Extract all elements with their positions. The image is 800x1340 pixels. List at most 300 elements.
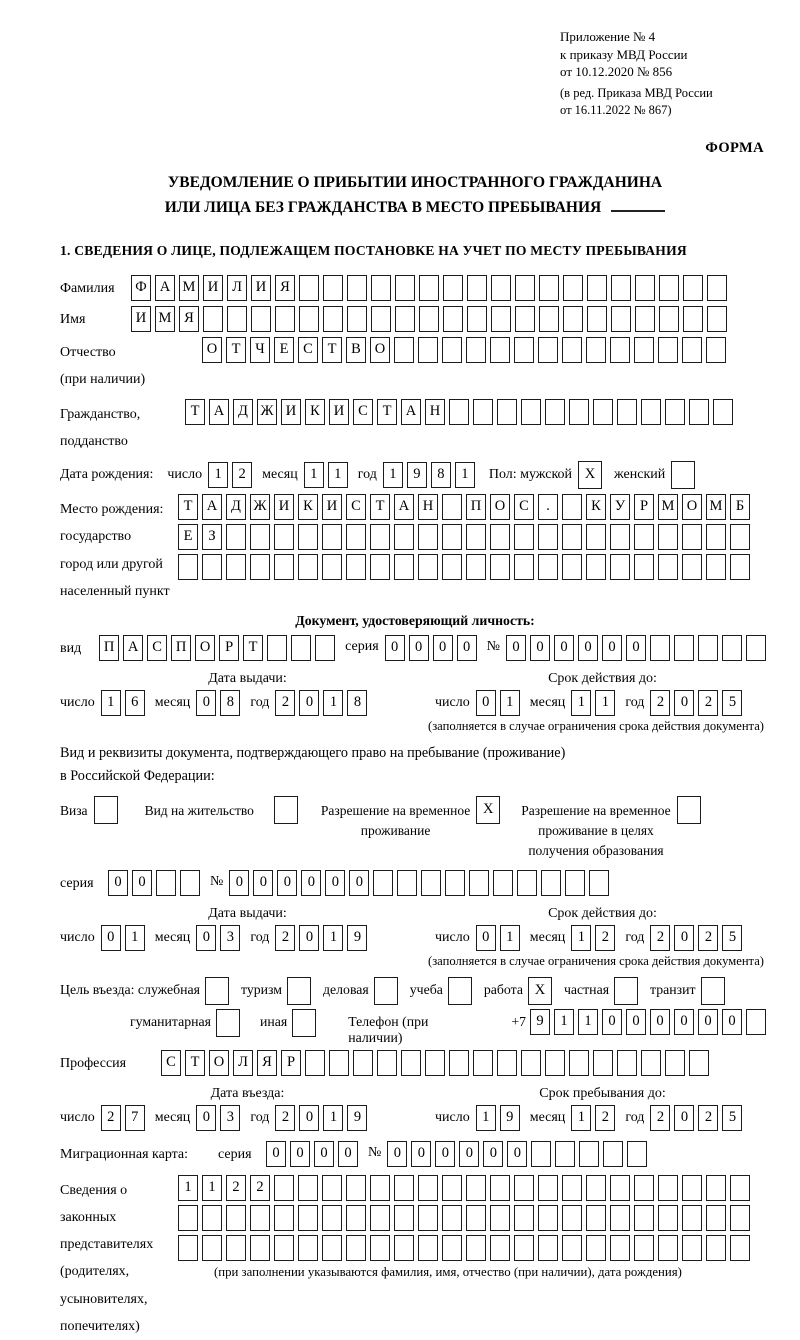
char-cell[interactable]: Ж	[257, 399, 277, 425]
char-cell[interactable]: 2	[650, 690, 670, 716]
char-cell[interactable]	[593, 1050, 613, 1076]
char-cell[interactable]	[442, 1175, 462, 1201]
char-cell[interactable]: И	[281, 399, 301, 425]
char-cell[interactable]: К	[298, 494, 318, 520]
char-cell[interactable]	[346, 1205, 366, 1231]
char-cell[interactable]	[689, 1050, 709, 1076]
char-cell[interactable]	[467, 275, 487, 301]
char-cell[interactable]	[611, 275, 631, 301]
char-cell[interactable]	[683, 306, 703, 332]
char-cell[interactable]	[521, 399, 541, 425]
char-cell[interactable]	[298, 1175, 318, 1201]
char-cell[interactable]	[514, 1175, 534, 1201]
char-cell[interactable]: 0	[433, 635, 453, 661]
char-cell[interactable]	[322, 1235, 342, 1261]
char-cell[interactable]	[305, 1050, 325, 1076]
char-cell[interactable]: 1	[202, 1175, 222, 1201]
char-cell[interactable]: 0	[338, 1141, 358, 1167]
char-cell[interactable]	[514, 337, 534, 363]
char-cell[interactable]	[493, 870, 513, 896]
char-cell[interactable]: И	[329, 399, 349, 425]
char-cell[interactable]	[617, 399, 637, 425]
char-cell[interactable]: 0	[385, 635, 405, 661]
char-cell[interactable]	[658, 337, 678, 363]
char-cell[interactable]	[466, 1205, 486, 1231]
char-cell[interactable]	[226, 1205, 246, 1231]
char-cell[interactable]	[514, 554, 534, 580]
char-cell[interactable]	[466, 1235, 486, 1261]
char-cell[interactable]	[299, 275, 319, 301]
char-cell[interactable]	[682, 524, 702, 550]
char-cell[interactable]	[593, 399, 613, 425]
char-cell[interactable]	[347, 306, 367, 332]
char-cell[interactable]	[250, 1235, 270, 1261]
char-cell[interactable]	[442, 554, 462, 580]
char-cell[interactable]	[611, 306, 631, 332]
char-cell[interactable]: Т	[370, 494, 390, 520]
char-cell[interactable]: 0	[674, 1009, 694, 1035]
char-cell[interactable]: О	[682, 494, 702, 520]
char-cell[interactable]	[634, 524, 654, 550]
char-cell[interactable]	[322, 524, 342, 550]
char-cell[interactable]: С	[346, 494, 366, 520]
char-cell[interactable]	[659, 306, 679, 332]
char-cell[interactable]	[569, 1050, 589, 1076]
char-cell[interactable]	[401, 1050, 421, 1076]
char-cell[interactable]	[329, 1050, 349, 1076]
char-cell[interactable]: Е	[178, 524, 198, 550]
char-cell[interactable]: А	[123, 635, 143, 661]
char-cell[interactable]	[202, 554, 222, 580]
char-cell[interactable]: 8	[347, 690, 367, 716]
char-cell[interactable]	[586, 337, 606, 363]
char-cell[interactable]: 1	[500, 925, 520, 951]
char-cell[interactable]	[683, 275, 703, 301]
char-cell[interactable]	[650, 635, 670, 661]
char-cell[interactable]	[370, 1205, 390, 1231]
char-cell[interactable]: 0	[626, 1009, 646, 1035]
char-cell[interactable]: Т	[377, 399, 397, 425]
char-cell[interactable]	[515, 306, 535, 332]
char-cell[interactable]	[521, 1050, 541, 1076]
char-cell[interactable]	[394, 524, 414, 550]
char-cell[interactable]: А	[394, 494, 414, 520]
char-cell[interactable]	[490, 1205, 510, 1231]
char-cell[interactable]	[274, 554, 294, 580]
char-cell[interactable]	[497, 1050, 517, 1076]
char-cell[interactable]: О	[490, 494, 510, 520]
char-cell[interactable]	[394, 1175, 414, 1201]
char-cell[interactable]	[514, 1205, 534, 1231]
char-cell[interactable]	[541, 870, 561, 896]
char-cell[interactable]: 1	[571, 1105, 591, 1131]
char-cell[interactable]	[397, 870, 417, 896]
char-cell[interactable]	[539, 275, 559, 301]
char-cell[interactable]: 0	[196, 1105, 216, 1131]
char-cell[interactable]: 1	[323, 1105, 343, 1131]
char-cell[interactable]: 0	[101, 925, 121, 951]
char-cell[interactable]	[701, 977, 725, 1005]
char-cell[interactable]: 3	[220, 1105, 240, 1131]
char-cell[interactable]: 1	[323, 690, 343, 716]
char-cell[interactable]: Е	[274, 337, 294, 363]
char-cell[interactable]	[322, 554, 342, 580]
char-cell[interactable]: 0	[229, 870, 249, 896]
char-cell[interactable]: 8	[220, 690, 240, 716]
char-cell[interactable]: 0	[602, 635, 622, 661]
char-cell[interactable]	[299, 306, 319, 332]
char-cell[interactable]: О	[209, 1050, 229, 1076]
char-cell[interactable]	[226, 1235, 246, 1261]
char-cell[interactable]: 1	[101, 690, 121, 716]
char-cell[interactable]: 5	[722, 1105, 742, 1131]
char-cell[interactable]: П	[99, 635, 119, 661]
char-cell[interactable]: 0	[459, 1141, 479, 1167]
char-cell[interactable]: Я	[179, 306, 199, 332]
char-cell[interactable]: Ч	[250, 337, 270, 363]
char-cell[interactable]	[203, 306, 223, 332]
char-cell[interactable]	[746, 635, 766, 661]
char-cell[interactable]: А	[202, 494, 222, 520]
char-cell[interactable]	[394, 1235, 414, 1261]
char-cell[interactable]	[610, 1205, 630, 1231]
char-cell[interactable]: 0	[290, 1141, 310, 1167]
char-cell[interactable]	[659, 275, 679, 301]
char-cell[interactable]	[395, 306, 415, 332]
char-cell[interactable]	[353, 1050, 373, 1076]
char-cell[interactable]: 6	[125, 690, 145, 716]
char-cell[interactable]	[371, 275, 391, 301]
char-cell[interactable]	[614, 977, 638, 1005]
char-cell[interactable]: 0	[108, 870, 128, 896]
char-cell[interactable]	[275, 306, 295, 332]
char-cell[interactable]: З	[202, 524, 222, 550]
char-cell[interactable]	[274, 524, 294, 550]
char-cell[interactable]	[587, 275, 607, 301]
char-cell[interactable]: 0	[722, 1009, 742, 1035]
char-cell[interactable]: X	[578, 461, 602, 489]
char-cell[interactable]: Д	[226, 494, 246, 520]
char-cell[interactable]	[287, 977, 311, 1005]
char-cell[interactable]	[442, 524, 462, 550]
char-cell[interactable]	[425, 1050, 445, 1076]
char-cell[interactable]	[371, 306, 391, 332]
char-cell[interactable]	[658, 524, 678, 550]
char-cell[interactable]	[634, 1235, 654, 1261]
char-cell[interactable]: 5	[722, 925, 742, 951]
char-cell[interactable]: 0	[674, 1105, 694, 1131]
char-cell[interactable]	[445, 870, 465, 896]
char-cell[interactable]	[466, 554, 486, 580]
char-cell[interactable]	[490, 1235, 510, 1261]
char-cell[interactable]	[467, 306, 487, 332]
char-cell[interactable]: 0	[457, 635, 477, 661]
char-cell[interactable]: 1	[178, 1175, 198, 1201]
char-cell[interactable]	[610, 337, 630, 363]
char-cell[interactable]	[315, 635, 335, 661]
char-cell[interactable]: 3	[220, 925, 240, 951]
char-cell[interactable]	[394, 554, 414, 580]
char-cell[interactable]: 2	[226, 1175, 246, 1201]
char-cell[interactable]: 0	[301, 870, 321, 896]
char-cell[interactable]: 8	[431, 462, 451, 488]
char-cell[interactable]: 2	[698, 925, 718, 951]
char-cell[interactable]	[634, 1175, 654, 1201]
char-cell[interactable]	[587, 306, 607, 332]
char-cell[interactable]: 5	[722, 690, 742, 716]
char-cell[interactable]: Д	[233, 399, 253, 425]
char-cell[interactable]	[377, 1050, 397, 1076]
char-cell[interactable]	[442, 1235, 462, 1261]
char-cell[interactable]	[449, 1050, 469, 1076]
char-cell[interactable]	[658, 1175, 678, 1201]
char-cell[interactable]: К	[586, 494, 606, 520]
char-cell[interactable]: 0	[554, 635, 574, 661]
char-cell[interactable]	[250, 554, 270, 580]
char-cell[interactable]: .	[538, 494, 558, 520]
char-cell[interactable]	[562, 1175, 582, 1201]
char-cell[interactable]	[603, 1141, 623, 1167]
char-cell[interactable]: Я	[257, 1050, 277, 1076]
char-cell[interactable]	[562, 524, 582, 550]
char-cell[interactable]: 0	[196, 690, 216, 716]
char-cell[interactable]: 9	[530, 1009, 550, 1035]
char-cell[interactable]	[563, 306, 583, 332]
char-cell[interactable]: 2	[250, 1175, 270, 1201]
char-cell[interactable]	[538, 1205, 558, 1231]
char-cell[interactable]: 2	[650, 925, 670, 951]
char-cell[interactable]	[491, 275, 511, 301]
char-cell[interactable]: Н	[425, 399, 445, 425]
char-cell[interactable]	[706, 554, 726, 580]
char-cell[interactable]: 0	[299, 1105, 319, 1131]
char-cell[interactable]: 7	[125, 1105, 145, 1131]
char-cell[interactable]	[538, 554, 558, 580]
char-cell[interactable]	[689, 399, 709, 425]
char-cell[interactable]: А	[155, 275, 175, 301]
char-cell[interactable]	[707, 275, 727, 301]
char-cell[interactable]: Т	[243, 635, 263, 661]
char-cell[interactable]: 0	[626, 635, 646, 661]
char-cell[interactable]	[706, 337, 726, 363]
char-cell[interactable]: М	[706, 494, 726, 520]
char-cell[interactable]	[442, 1205, 462, 1231]
char-cell[interactable]	[443, 306, 463, 332]
char-cell[interactable]: 0	[196, 925, 216, 951]
char-cell[interactable]	[419, 306, 439, 332]
char-cell[interactable]: О	[370, 337, 390, 363]
char-cell[interactable]: Т	[185, 1050, 205, 1076]
char-cell[interactable]	[291, 635, 311, 661]
char-cell[interactable]	[722, 635, 742, 661]
char-cell[interactable]	[323, 306, 343, 332]
char-cell[interactable]: С	[298, 337, 318, 363]
char-cell[interactable]	[610, 554, 630, 580]
char-cell[interactable]: 0	[506, 635, 526, 661]
char-cell[interactable]	[617, 1050, 637, 1076]
char-cell[interactable]: С	[161, 1050, 181, 1076]
char-cell[interactable]	[677, 796, 701, 824]
char-cell[interactable]: Т	[226, 337, 246, 363]
char-cell[interactable]	[569, 399, 589, 425]
char-cell[interactable]	[418, 554, 438, 580]
char-cell[interactable]	[448, 977, 472, 1005]
char-cell[interactable]	[274, 1235, 294, 1261]
char-cell[interactable]	[730, 524, 750, 550]
char-cell[interactable]: 2	[101, 1105, 121, 1131]
char-cell[interactable]	[674, 635, 694, 661]
char-cell[interactable]	[180, 870, 200, 896]
char-cell[interactable]	[634, 554, 654, 580]
char-cell[interactable]: Р	[219, 635, 239, 661]
char-cell[interactable]: 0	[674, 925, 694, 951]
char-cell[interactable]	[226, 554, 246, 580]
char-cell[interactable]	[589, 870, 609, 896]
char-cell[interactable]: И	[274, 494, 294, 520]
char-cell[interactable]	[586, 1235, 606, 1261]
char-cell[interactable]	[682, 554, 702, 580]
char-cell[interactable]	[658, 1205, 678, 1231]
char-cell[interactable]: Н	[418, 494, 438, 520]
char-cell[interactable]	[267, 635, 287, 661]
char-cell[interactable]: 2	[275, 925, 295, 951]
char-cell[interactable]: М	[658, 494, 678, 520]
char-cell[interactable]	[641, 399, 661, 425]
char-cell[interactable]: 1	[125, 925, 145, 951]
char-cell[interactable]	[515, 275, 535, 301]
char-cell[interactable]: 9	[347, 1105, 367, 1131]
char-cell[interactable]: Т	[322, 337, 342, 363]
char-cell[interactable]: 1	[304, 462, 324, 488]
char-cell[interactable]	[346, 1235, 366, 1261]
char-cell[interactable]	[156, 870, 176, 896]
char-cell[interactable]	[490, 554, 510, 580]
char-cell[interactable]: 0	[476, 690, 496, 716]
char-cell[interactable]: А	[209, 399, 229, 425]
char-cell[interactable]: 0	[277, 870, 297, 896]
char-cell[interactable]	[298, 1235, 318, 1261]
char-cell[interactable]: 2	[275, 690, 295, 716]
char-cell[interactable]: 1	[323, 925, 343, 951]
char-cell[interactable]	[641, 1050, 661, 1076]
char-cell[interactable]: А	[401, 399, 421, 425]
char-cell[interactable]	[449, 399, 469, 425]
char-cell[interactable]	[370, 554, 390, 580]
char-cell[interactable]	[490, 1175, 510, 1201]
char-cell[interactable]	[610, 1235, 630, 1261]
char-cell[interactable]: 1	[476, 1105, 496, 1131]
char-cell[interactable]: 1	[455, 462, 475, 488]
char-cell[interactable]	[634, 1205, 654, 1231]
char-cell[interactable]: 0	[483, 1141, 503, 1167]
char-cell[interactable]: 1	[571, 690, 591, 716]
char-cell[interactable]	[562, 554, 582, 580]
char-cell[interactable]	[466, 1175, 486, 1201]
char-cell[interactable]	[202, 1235, 222, 1261]
char-cell[interactable]	[469, 870, 489, 896]
char-cell[interactable]	[274, 1205, 294, 1231]
char-cell[interactable]	[322, 1175, 342, 1201]
char-cell[interactable]: Ф	[131, 275, 151, 301]
char-cell[interactable]: 1	[571, 925, 591, 951]
char-cell[interactable]: И	[251, 275, 271, 301]
char-cell[interactable]	[635, 275, 655, 301]
char-cell[interactable]	[682, 1205, 702, 1231]
char-cell[interactable]	[322, 1205, 342, 1231]
char-cell[interactable]: 2	[232, 462, 252, 488]
char-cell[interactable]	[730, 1235, 750, 1261]
char-cell[interactable]	[250, 524, 270, 550]
char-cell[interactable]	[473, 1050, 493, 1076]
char-cell[interactable]	[178, 1235, 198, 1261]
char-cell[interactable]	[418, 1175, 438, 1201]
char-cell[interactable]: 0	[674, 690, 694, 716]
char-cell[interactable]: 1	[595, 690, 615, 716]
char-cell[interactable]: 1	[383, 462, 403, 488]
char-cell[interactable]	[531, 1141, 551, 1167]
char-cell[interactable]	[706, 524, 726, 550]
char-cell[interactable]: 0	[387, 1141, 407, 1167]
char-cell[interactable]	[94, 796, 118, 824]
char-cell[interactable]	[658, 554, 678, 580]
char-cell[interactable]	[395, 275, 415, 301]
char-cell[interactable]	[394, 337, 414, 363]
char-cell[interactable]: К	[305, 399, 325, 425]
char-cell[interactable]	[610, 1175, 630, 1201]
char-cell[interactable]	[665, 399, 685, 425]
char-cell[interactable]	[497, 399, 517, 425]
char-cell[interactable]	[579, 1141, 599, 1167]
char-cell[interactable]	[226, 524, 246, 550]
char-cell[interactable]	[370, 1175, 390, 1201]
char-cell[interactable]: 0	[132, 870, 152, 896]
char-cell[interactable]: И	[322, 494, 342, 520]
char-cell[interactable]	[370, 1235, 390, 1261]
char-cell[interactable]	[490, 524, 510, 550]
char-cell[interactable]: X	[528, 977, 552, 1005]
char-cell[interactable]	[562, 337, 582, 363]
char-cell[interactable]	[346, 554, 366, 580]
char-cell[interactable]: 9	[347, 925, 367, 951]
char-cell[interactable]	[418, 337, 438, 363]
char-cell[interactable]: 2	[595, 925, 615, 951]
char-cell[interactable]: 9	[500, 1105, 520, 1131]
char-cell[interactable]: Б	[730, 494, 750, 520]
char-cell[interactable]	[346, 1175, 366, 1201]
char-cell[interactable]	[490, 337, 510, 363]
char-cell[interactable]: 0	[253, 870, 273, 896]
char-cell[interactable]	[227, 306, 247, 332]
char-cell[interactable]: И	[131, 306, 151, 332]
char-cell[interactable]	[323, 275, 343, 301]
char-cell[interactable]: 0	[314, 1141, 334, 1167]
char-cell[interactable]	[216, 1009, 240, 1037]
char-cell[interactable]	[698, 635, 718, 661]
char-cell[interactable]: 0	[530, 635, 550, 661]
char-cell[interactable]	[292, 1009, 316, 1037]
char-cell[interactable]	[562, 1205, 582, 1231]
char-cell[interactable]	[418, 1205, 438, 1231]
char-cell[interactable]	[562, 494, 582, 520]
char-cell[interactable]	[178, 1205, 198, 1231]
char-cell[interactable]: И	[203, 275, 223, 301]
char-cell[interactable]: 0	[476, 925, 496, 951]
char-cell[interactable]	[565, 870, 585, 896]
char-cell[interactable]	[418, 524, 438, 550]
char-cell[interactable]: 1	[554, 1009, 574, 1035]
char-cell[interactable]	[514, 1235, 534, 1261]
char-cell[interactable]	[442, 337, 462, 363]
